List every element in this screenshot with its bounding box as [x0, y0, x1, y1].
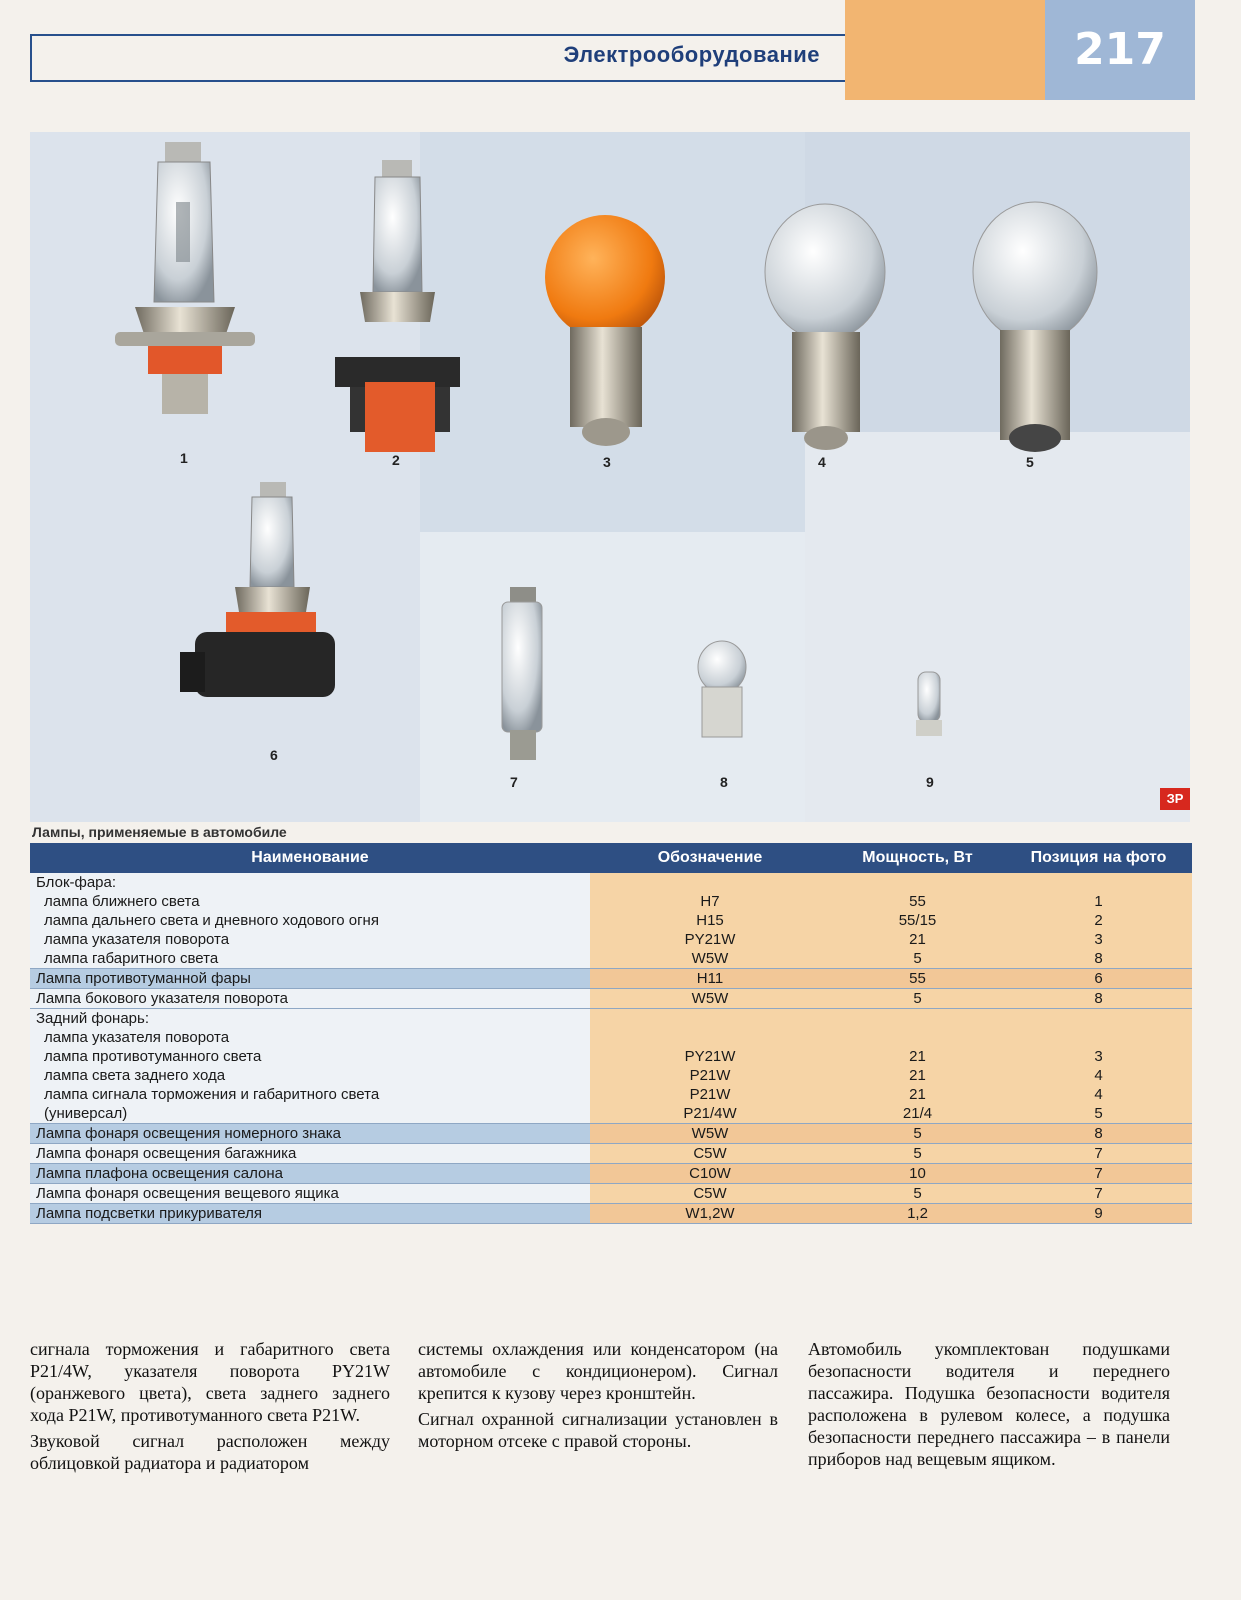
item-power: 21	[909, 1067, 926, 1084]
header-position: Позиция на фото	[1005, 843, 1192, 873]
item-pos: 2	[1094, 912, 1103, 929]
table-header-row	[30, 843, 1192, 873]
header-power: Мощность, Вт	[830, 843, 1005, 873]
photo-label-7: 7	[510, 774, 518, 790]
item-name: лампа ближнего света	[44, 893, 200, 910]
cell-name: Лампа фонаря освещения вещевого ящика	[30, 1184, 590, 1204]
item-pos: 3	[1094, 931, 1103, 948]
item-code: P21W	[689, 1067, 731, 1084]
cell-code: H11	[590, 969, 830, 989]
table-row	[30, 1124, 1192, 1144]
cell-position: 8	[1005, 989, 1192, 1009]
lamps-photo	[30, 132, 1190, 822]
item-pos: 3	[1094, 1048, 1103, 1065]
item-power: 21	[909, 1086, 926, 1103]
paragraph: Автомобиль укомплектован подушками безопасности водителя и переднего пассажира. Подушка безопасности водителя расположена в рулевом колесе, а подушка безопасности переднего пассажира – в панели приборов над вещевым ящиком.	[808, 1339, 1170, 1469]
header-name: Наименование	[30, 843, 590, 873]
cell-code: C5W	[590, 1144, 830, 1164]
item-pos: 5	[1094, 1105, 1103, 1122]
item-pos: 4	[1094, 1067, 1103, 1084]
table-row	[30, 1184, 1192, 1204]
paragraph: сигнала торможения и габаритного света P21/4W, указателя поворота PY21W (оранжевого цвета), света заднего заднего хода P21W, противотуманного света P21W.	[30, 1339, 390, 1425]
photo-label-9: 9	[926, 774, 934, 790]
table-row	[30, 969, 1192, 989]
table-row	[30, 1164, 1192, 1184]
item-pos: 4	[1094, 1086, 1103, 1103]
cell-name: Лампа бокового указателя поворота	[30, 989, 590, 1009]
item-power: 21	[909, 1048, 926, 1065]
photo-label-2: 2	[392, 452, 400, 468]
item-name: лампа света заднего хода	[44, 1067, 226, 1084]
cell-code: W1,2W	[590, 1204, 830, 1224]
cell-position: 7	[1005, 1184, 1192, 1204]
photo-label-5: 5	[1026, 454, 1034, 470]
lamps-illustration	[30, 132, 1190, 822]
body-column-middle	[418, 1338, 778, 1456]
cell-power: 55	[830, 969, 1005, 989]
body-column-right	[808, 1338, 1170, 1474]
item-code: P21W	[689, 1086, 731, 1103]
item-name: лампа указателя поворота	[44, 1029, 230, 1046]
cell-power	[830, 1009, 1005, 1124]
section-title: Электрооборудование	[563, 42, 820, 67]
cell-name	[30, 1009, 590, 1124]
item-name: лампа дальнего света и дневного ходового огня	[44, 912, 379, 929]
item-pos: 1	[1094, 893, 1103, 910]
paragraph: Сигнал охранной сигнализации установлен в моторном отсеке с правой стороны.	[418, 1409, 778, 1451]
group-title: Задний фонарь:	[36, 1010, 149, 1027]
cell-name: Лампа подсветки прикуривателя	[30, 1204, 590, 1224]
cell-position: 6	[1005, 969, 1192, 989]
cell-position	[1005, 1009, 1192, 1124]
item-code: H7	[700, 893, 720, 910]
table-row	[30, 1144, 1192, 1164]
header-code: Обозначение	[590, 843, 830, 873]
photo-caption: Лампы, применяемые в автомобиле	[32, 824, 287, 840]
page-number: 217	[1074, 24, 1166, 75]
item-power: 55	[909, 893, 926, 910]
page-header	[0, 0, 1241, 110]
body-column-left	[30, 1338, 390, 1478]
cell-position: 8	[1005, 1124, 1192, 1144]
cell-code	[590, 873, 830, 969]
cell-power: 5	[830, 1144, 1005, 1164]
table-row	[30, 989, 1192, 1009]
item-power: 21/4	[902, 1105, 933, 1122]
lamps-table	[30, 843, 1192, 1224]
cell-name	[30, 873, 590, 969]
table-row-headlight	[30, 873, 1192, 969]
cell-position	[1005, 873, 1192, 969]
cell-code: W5W	[590, 989, 830, 1009]
item-power: 55/15	[898, 912, 937, 929]
item-code: W5W	[691, 950, 729, 967]
photo-label-6: 6	[270, 747, 278, 763]
cell-name: Лампа противотуманной фары	[30, 969, 590, 989]
lamp-w1-2w	[916, 672, 942, 736]
item-pos: 8	[1094, 950, 1103, 967]
item-name: лампа сигнала торможения и габаритного света	[44, 1086, 380, 1103]
item-code: PY21W	[684, 931, 736, 948]
table-row	[30, 1204, 1192, 1224]
item-power: 5	[913, 950, 922, 967]
publisher-badge: ЗР	[1160, 788, 1190, 810]
cell-power: 10	[830, 1164, 1005, 1184]
cell-power: 5	[830, 1124, 1005, 1144]
cell-code: C5W	[590, 1184, 830, 1204]
photo-label-1: 1	[180, 450, 188, 466]
item-code: P21/4W	[683, 1105, 737, 1122]
header-orange-tab	[845, 0, 1045, 100]
cell-name: Лампа фонаря освещения багажника	[30, 1144, 590, 1164]
cell-name: Лампа плафона освещения салона	[30, 1164, 590, 1184]
table-row-rear-light	[30, 1009, 1192, 1124]
cell-code: W5W	[590, 1124, 830, 1144]
lamp-w5w	[698, 641, 746, 737]
photo-label-8: 8	[720, 774, 728, 790]
cell-code: C10W	[590, 1164, 830, 1184]
cell-power	[830, 873, 1005, 969]
cell-power: 5	[830, 1184, 1005, 1204]
item-code: H15	[696, 912, 724, 929]
cell-power: 1,2	[830, 1204, 1005, 1224]
item-name: лампа габаритного света	[44, 950, 219, 967]
item-name: лампа указателя поворота	[44, 931, 230, 948]
group-title: Блок-фара:	[36, 874, 117, 891]
cell-code	[590, 1009, 830, 1124]
cell-position: 7	[1005, 1144, 1192, 1164]
photo-label-3: 3	[603, 454, 611, 470]
cell-name: Лампа фонаря освещения номерного знака	[30, 1124, 590, 1144]
item-name: лампа противотуманного света	[44, 1048, 262, 1065]
item-name-cont: (универсал)	[44, 1105, 128, 1122]
photo-label-4: 4	[818, 454, 826, 470]
item-power: 21	[909, 931, 926, 948]
item-code: PY21W	[684, 1048, 736, 1065]
paragraph: Звуковой сигнал расположен между облицовкой радиатора и радиатором	[30, 1431, 390, 1473]
cell-position: 9	[1005, 1204, 1192, 1224]
cell-power: 5	[830, 989, 1005, 1009]
paragraph: системы охлаждения или конденсатором (на автомобиле с кондиционером). Сигнал крепится к кузову через кронштейн.	[418, 1339, 778, 1403]
cell-position: 7	[1005, 1164, 1192, 1184]
